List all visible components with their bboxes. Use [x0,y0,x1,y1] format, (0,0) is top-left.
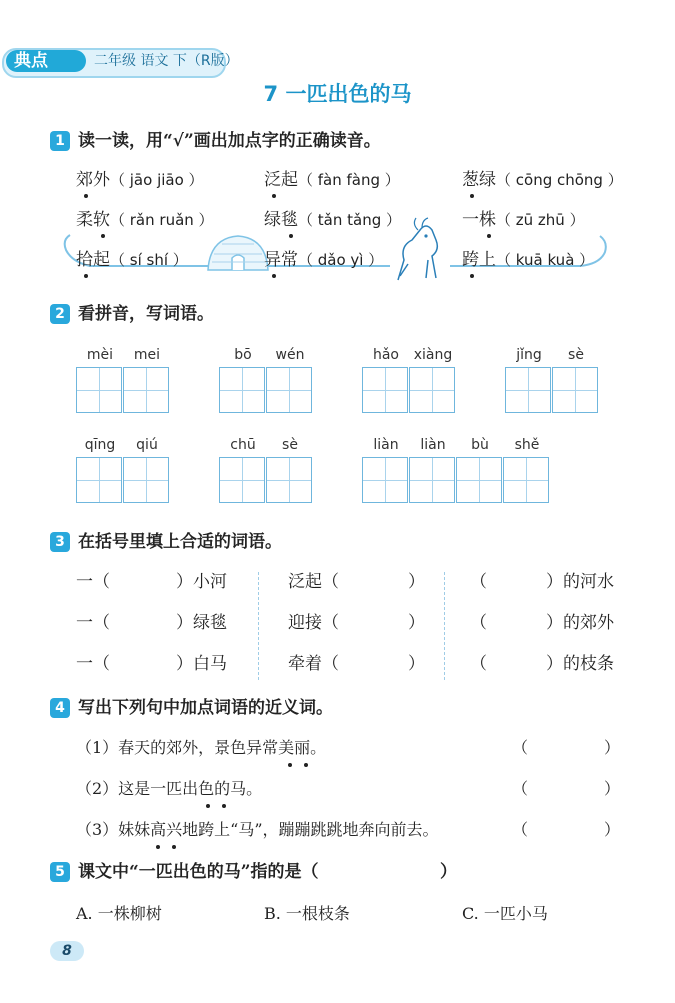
writing-grid[interactable] [362,367,408,413]
writing-grid[interactable] [362,457,408,503]
emphasis-dot [84,194,88,198]
emphasis-dot [206,804,210,808]
writing-grid[interactable] [409,367,455,413]
q3-col3-end: ）的郊外 [546,613,614,633]
writing-grid[interactable] [456,457,502,503]
question-3-number: 3 [50,532,70,552]
q3-col1-end: ）小河 [176,572,227,592]
q3-col2-end: ） [408,654,425,674]
q1-item [76,247,188,273]
q5-option-c[interactable]: C. 一匹小马 [462,904,548,923]
q1-pinyin-choices[interactable]: （ tǎn tǎng ） [298,211,401,229]
q1-pinyin-choices[interactable]: （ cōng chōng ） [496,171,623,189]
question-5-prompt: 课文中“一匹出色的马”指的是（ [78,862,319,882]
q1-word: 一株 [462,210,496,230]
q3-col3-end: ）的枝条 [546,654,614,674]
q2-pinyin: xiàng [413,347,453,363]
q1-item [264,207,401,233]
emphasis-dot [272,274,276,278]
question-2-prompt: 看拼音，写词语。 [78,304,214,324]
q1-word: 异常 [264,250,298,270]
q4-answer-close: ） [604,779,621,798]
q1-item [264,167,400,193]
writing-grid[interactable] [76,367,122,413]
q2-pinyin: liàn [420,437,446,453]
q4-answer-open[interactable]: （ [512,738,529,757]
q1-pinyin-choices[interactable]: （ kuā kuà ） [496,251,595,269]
q1-pinyin-choices[interactable]: （ zū zhū ） [496,211,585,229]
q5-option-b[interactable]: B. 一根枝条 [264,904,350,923]
q3-col1-end: ）绿毯 [176,613,227,633]
q2-pinyin: hǎo [372,347,400,363]
q1-pinyin-choices[interactable]: （ rǎn ruǎn ） [110,211,214,229]
q3-col1-start: 一（ [76,613,110,633]
q1-item [462,247,594,273]
q3-col2-start: 泛起（ [288,572,339,592]
emphasis-dot [304,763,308,767]
q4-answer-open[interactable]: （ [512,779,529,798]
emphasis-dot [487,234,491,238]
q4-sentence: （3）妹妹高兴地跨上“马”，蹦蹦跳跳地奔向前去。 [76,820,439,839]
emphasis-dot [101,234,105,238]
brand-logo [6,50,86,72]
q1-pinyin-choices[interactable]: （ fàn fàng ） [298,171,400,189]
q5-option-a[interactable]: A. 一株柳树 [76,904,162,923]
writing-grid[interactable] [505,367,551,413]
igloo-drawing [208,236,268,270]
q4-answer-close: ） [604,820,621,839]
q1-pinyin-choices[interactable]: （ dǎo yì ） [298,251,384,269]
q1-item [462,207,585,233]
q3-col3-start: （ [470,572,487,592]
q1-pinyin-choices[interactable]: （ jāo jiāo ） [110,171,204,189]
q1-word: 跨上 [462,250,496,270]
emphasis-dot [172,845,176,849]
question-3-prompt: 在括号里填上合适的词语。 [78,532,282,552]
writing-grid[interactable] [552,367,598,413]
q1-word: 柔软 [76,210,110,230]
q2-pinyin: wén [275,347,305,363]
writing-grid[interactable] [76,457,122,503]
emphasis-dot [156,845,160,849]
question-1-prompt: 读一读，用“√”画出加点字的正确读音。 [78,131,381,151]
q2-pinyin: qiú [136,437,158,453]
q4-answer-open[interactable]: （ [512,820,529,839]
q4-sentence: （2）这是一匹出色的马。 [76,779,263,798]
writing-grid[interactable] [219,367,265,413]
q2-pinyin: mèi [86,347,114,363]
emphasis-dot [470,194,474,198]
q3-col1-end: ）白马 [176,654,227,674]
q3-col2-start: 迎接（ [288,613,339,633]
q3-col2-end: ） [408,613,425,633]
page-number: 8 [50,941,84,961]
q2-pinyin: sè [282,437,298,453]
q2-pinyin: bō [234,347,252,363]
emphasis-dot [272,194,276,198]
writing-grid[interactable] [219,457,265,503]
q2-pinyin: mei [133,347,161,363]
q2-pinyin: liàn [373,437,399,453]
q1-word: 泛起 [264,170,298,190]
q3-col2-end: ） [408,572,425,592]
question-4-number: 4 [50,698,70,718]
column-divider [258,572,259,680]
q1-item [76,167,204,193]
q2-pinyin: shě [514,437,540,453]
question-5-number: 5 [50,862,70,882]
q3-col2-start: 牵着（ [288,654,339,674]
q1-pinyin-choices[interactable]: （ sí shí ） [110,251,188,269]
writing-grid[interactable] [503,457,549,503]
q3-col1-start: 一（ [76,654,110,674]
q1-word: 绿毯 [264,210,298,230]
brand-text: 典点 [14,51,48,71]
q1-word: 拾起 [76,250,110,270]
pony-drawing [398,218,437,280]
q1-word: 郊外 [76,170,110,190]
question-5-prompt-close: ） [440,862,457,882]
q3-col1-start: 一（ [76,572,110,592]
q2-pinyin: qīng [84,437,116,453]
q4-answer-close: ） [604,738,621,757]
emphasis-dot [84,274,88,278]
question-4-prompt: 写出下列句中加点词语的近义词。 [78,698,333,718]
writing-grid[interactable] [123,457,169,503]
emphasis-dot [222,804,226,808]
question-2-number: 2 [50,304,70,324]
q2-pinyin: jǐng [516,347,542,363]
q4-sentence: （1）春天的郊外，景色异常美丽。 [76,738,327,757]
q3-col3-end: ）的河水 [546,572,614,592]
q1-item [264,247,383,273]
q1-item [462,167,623,193]
emphasis-dot [470,274,474,278]
header-subtitle: 二年级 语文 下（R版） [94,53,239,69]
q3-col3-start: （ [470,613,487,633]
writing-grid[interactable] [266,457,312,503]
writing-grid[interactable] [123,367,169,413]
writing-grid[interactable] [266,367,312,413]
q3-col3-start: （ [470,654,487,674]
emphasis-dot [288,763,292,767]
column-divider [444,572,445,680]
q1-word: 葱绿 [462,170,496,190]
q2-pinyin: sè [568,347,584,363]
q2-pinyin: bù [471,437,489,453]
q2-pinyin: chū [230,437,256,453]
emphasis-dot [289,234,293,238]
writing-grid[interactable] [409,457,455,503]
q1-item [76,207,214,233]
question-1-number: 1 [50,131,70,151]
lesson-title: 7 一匹出色的马 [263,82,412,106]
